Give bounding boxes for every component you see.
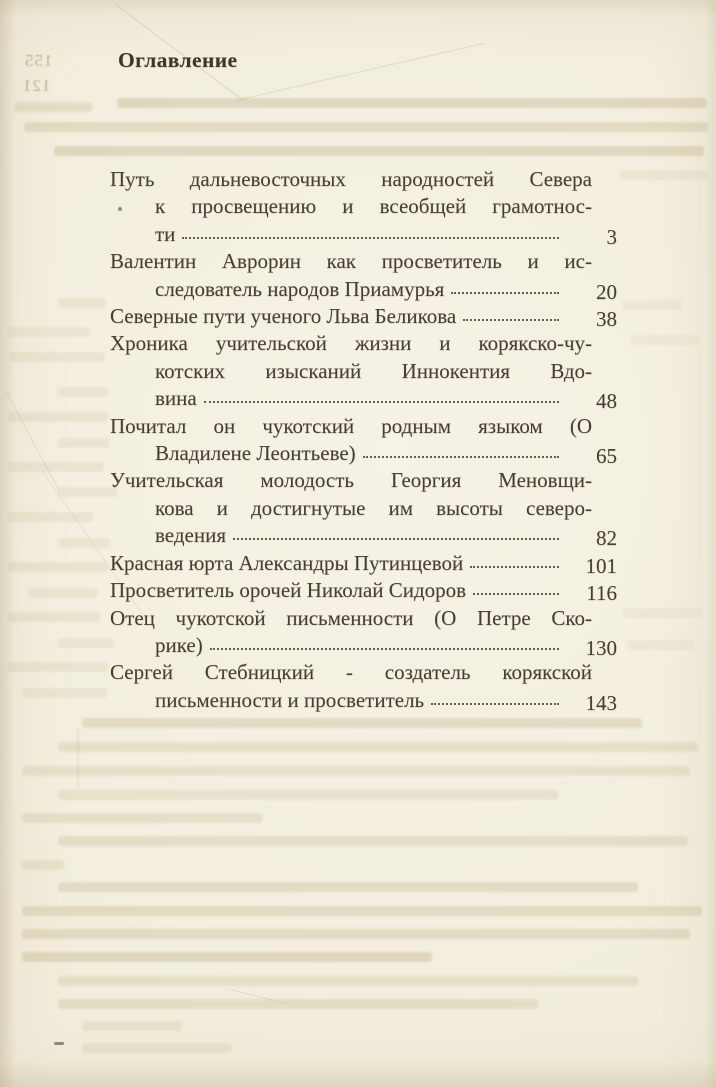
ghost-text-line	[22, 766, 690, 776]
toc-entry-text: следователь народов Приамурья	[155, 276, 445, 301]
toc-entry-text: письменности и просветитель	[155, 687, 425, 712]
ghost-text-line	[22, 688, 107, 698]
toc-entry-text: Красная юрта Александры Путинцевой	[110, 550, 464, 575]
toc-entry	[110, 303, 617, 330]
toc-line	[110, 687, 617, 714]
toc-line	[110, 303, 617, 330]
ghost-text-line	[58, 487, 118, 497]
dot-leader	[182, 237, 559, 239]
toc-line	[110, 522, 617, 549]
page-number: 20	[596, 279, 617, 304]
toc-line: Сергей Стебницкий - создатель корякской	[110, 660, 592, 685]
ghost-text-line	[58, 836, 688, 846]
dot-leader	[233, 538, 559, 540]
toc-line	[110, 632, 617, 659]
ghost-text-line	[22, 906, 702, 916]
ghost-text-line	[22, 952, 432, 962]
ghost-text-line	[622, 300, 682, 310]
toc-line: Хроника учительской жизни и корякско-чу-	[110, 331, 592, 356]
ghost-text-line	[58, 999, 538, 1009]
page-number: 130	[585, 635, 617, 660]
toc-entry-text: Владилене Леонтьеве)	[155, 441, 356, 466]
dot-leader	[463, 319, 559, 321]
dot-leader	[210, 648, 559, 650]
toc-entry	[110, 467, 617, 549]
toc-entry-text: Северные пути ученого Льва Беликова	[110, 304, 457, 329]
ghost-text-line	[22, 929, 690, 939]
ghost-text-line	[58, 387, 108, 397]
page-title: Оглавление	[118, 48, 238, 72]
toc-entry	[110, 413, 617, 468]
toc-entry-text: ти	[155, 221, 176, 246]
ghost-text-line	[58, 742, 698, 752]
ghost-text-line	[82, 1043, 232, 1053]
toc-entry	[110, 605, 617, 660]
toc-entry-text: вина	[155, 386, 197, 411]
toc-line: к просвещению и всеобщей грамотнос-	[155, 194, 592, 219]
bleedthrough-page-number: 121	[22, 76, 51, 95]
page-number: 38	[596, 307, 617, 332]
ghost-text-line	[24, 122, 708, 132]
ghost-text-line	[77, 726, 79, 790]
dot-leader	[204, 401, 559, 403]
toc-line: Почитал он чукотский родным языком (О	[110, 413, 592, 438]
toc-line: Валентин Аврорин как просветитель и ис-	[110, 249, 592, 274]
ghost-text-line	[58, 538, 110, 548]
toc-line: Отец чукотской письменности (О Петре Ско-	[110, 605, 592, 630]
ghost-text-line	[58, 298, 106, 308]
toc-entry-text: рике)	[155, 632, 203, 657]
toc-entry	[110, 166, 617, 248]
page-number: 65	[596, 444, 617, 469]
ghost-text-line	[620, 170, 708, 180]
ghost-text-line	[82, 1021, 182, 1031]
toc-entry	[110, 550, 617, 577]
dot-leader	[451, 292, 559, 294]
toc-line: Путь дальневосточных народностей Севера	[110, 167, 592, 191]
ghost-text-line	[630, 335, 700, 345]
toc-line: кова и достигнутые им высоты северо-	[155, 495, 592, 520]
page-number: 82	[596, 526, 617, 551]
ghost-text-line	[58, 438, 110, 448]
ghost-text-line	[117, 98, 707, 108]
toc-line	[110, 385, 617, 412]
ghost-text-line	[58, 976, 638, 986]
ghost-text-line	[58, 882, 638, 892]
page-number: 101	[585, 553, 617, 578]
toc-line	[110, 550, 617, 577]
ghost-text-line	[8, 462, 104, 472]
ghost-text-line	[14, 102, 92, 112]
toc-line	[110, 276, 617, 303]
ghost-text-line	[8, 512, 93, 522]
dot-leader	[473, 593, 559, 595]
dot-leader	[363, 456, 559, 458]
ghost-text-line	[8, 612, 100, 622]
ghost-text-line	[22, 813, 262, 823]
ghost-text-line	[8, 327, 90, 337]
toc-line	[110, 221, 617, 248]
toc-entry	[110, 659, 617, 714]
toc-entry-text: Просветитель орочей Николай Сидоров	[110, 578, 467, 603]
toc-entry	[110, 577, 617, 604]
toc-line: Учительская молодость Георгия Меновщи-	[110, 468, 592, 493]
toc-entry	[110, 330, 617, 412]
page-number: 3	[606, 224, 617, 249]
ghost-text-line	[58, 638, 114, 648]
table-of-contents	[110, 166, 617, 714]
ghost-text-line	[8, 662, 108, 672]
page-number: 116	[586, 581, 617, 606]
page-number: 48	[596, 389, 617, 414]
bleedthrough-page-number: 155	[24, 51, 53, 70]
dot-leader	[431, 703, 559, 705]
ghost-text-line	[10, 352, 105, 362]
toc-entry	[110, 248, 617, 303]
ghost-text-line	[54, 146, 704, 156]
toc-line	[110, 440, 617, 467]
ghost-text-line	[8, 412, 108, 422]
ghost-text-line	[28, 588, 98, 598]
toc-entry-text: ведения	[155, 523, 226, 548]
ghost-text-line	[82, 718, 642, 728]
ghost-text-line	[58, 790, 558, 800]
toc-line	[110, 577, 617, 604]
ghost-text-line	[622, 608, 702, 618]
ghost-text-line	[8, 562, 108, 572]
page-number: 143	[585, 690, 617, 715]
ghost-text-line	[22, 860, 64, 870]
ghost-text-line	[628, 640, 694, 650]
dot-leader	[470, 566, 559, 568]
toc-line: котских изысканий Иннокентия Вдо-	[155, 358, 592, 383]
